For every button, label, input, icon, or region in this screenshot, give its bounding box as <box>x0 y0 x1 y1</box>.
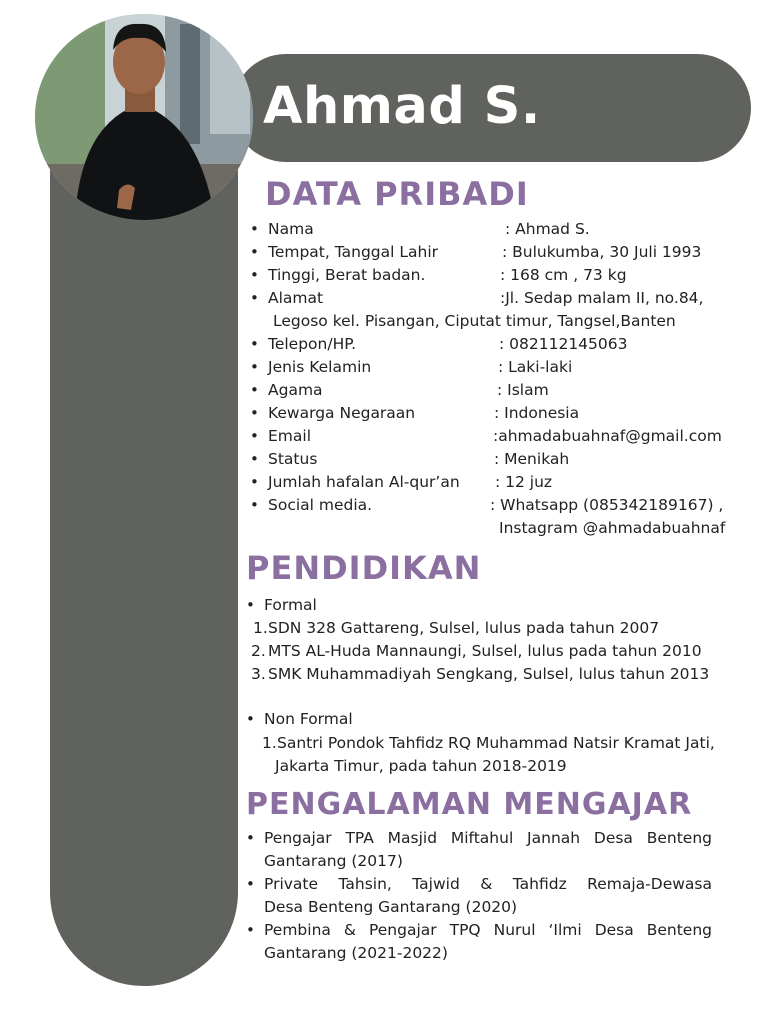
section-title-pengalaman-mengajar: PENGALAMAN MENGAJAR <box>246 787 693 822</box>
personal-label: Tinggi, Berat badan. <box>268 266 426 284</box>
experience-item <box>264 919 712 965</box>
bullet: • <box>246 829 255 847</box>
list-number: 1. <box>253 619 268 637</box>
bullet: • <box>246 875 255 893</box>
personal-label: Kewarga Negaraan <box>268 404 416 422</box>
personal-label: Nama <box>268 220 314 238</box>
section-title-pendidikan: PENDIDIKAN <box>246 549 482 587</box>
experience-line: Desa Benteng Gantarang (2020) <box>264 898 518 916</box>
education-nonformal-item-continued: Jakarta Timur, pada tahun 2018-2019 <box>275 757 567 775</box>
list-number: 2. <box>251 642 266 660</box>
personal-value: : 12 juz <box>495 473 553 491</box>
education-formal-item: SMK Muhammadiyah Sengkang, Sulsel, lulus tahun 2013 <box>268 665 710 683</box>
experience-line: Pengajar TPA Masjid Miftahul Jannah Desa Benteng <box>264 829 712 847</box>
bullet: • <box>250 473 259 491</box>
bullet: • <box>250 427 259 445</box>
bullet: • <box>250 404 259 422</box>
bullet: • <box>250 335 259 353</box>
experience-line: Private Tahsin, Tajwid & Tahfidz Remaja-Dewasa <box>264 875 712 893</box>
sidebar-panel <box>50 120 238 986</box>
education-formal-item: SDN 328 Gattareng, Sulsel, lulus pada tahun 2007 <box>268 619 660 637</box>
profile-photo <box>35 14 253 220</box>
personal-value: : Indonesia <box>494 404 580 422</box>
personal-value: : Bulukumba, 30 Juli 1993 <box>502 243 702 261</box>
personal-label: Telepon/HP. <box>268 335 357 353</box>
experience-item <box>264 873 712 919</box>
personal-label: Alamat <box>268 289 324 307</box>
bullet: • <box>250 381 259 399</box>
bullet: • <box>250 358 259 376</box>
experience-line: Gantarang (2021-2022) <box>264 944 448 962</box>
personal-label: Status <box>268 450 318 468</box>
experience-item <box>264 827 712 873</box>
section-title-data-pribadi: DATA PRIBADI <box>265 175 529 213</box>
personal-label: Social media. <box>268 496 373 514</box>
bullet: • <box>250 266 259 284</box>
education-formal-label: Formal <box>264 596 317 614</box>
personal-value: : Whatsapp (085342189167) , <box>490 496 724 514</box>
personal-label: Jumlah hafalan Al-qur’an <box>268 473 460 491</box>
bullet: • <box>250 289 259 307</box>
bullet: • <box>246 921 255 939</box>
person-name: Ahmad S. <box>263 77 541 136</box>
personal-value: : 168 cm , 73 kg <box>500 266 627 284</box>
personal-value: :Jl. Sedap malam II, no.84, <box>500 289 704 307</box>
list-number: 3. <box>251 665 266 683</box>
experience-line: Pembina & Pengajar TPQ Nurul ‘Ilmi Desa Benteng <box>264 921 712 939</box>
list-number: 1. <box>262 734 277 752</box>
bullet: • <box>250 450 259 468</box>
experience-line: Gantarang (2017) <box>264 852 403 870</box>
personal-label: Email <box>268 427 312 445</box>
education-nonformal-item: Santri Pondok Tahfidz RQ Muhammad Natsir Kramat Jati, <box>277 734 715 752</box>
bullet: • <box>250 243 259 261</box>
personal-value: : Laki-laki <box>498 358 573 376</box>
personal-value: : Menikah <box>494 450 570 468</box>
personal-label: Agama <box>268 381 323 399</box>
bullet: • <box>250 220 259 238</box>
education-formal-item: MTS AL-Huda Mannaungi, Sulsel, lulus pada tahun 2010 <box>268 642 702 660</box>
personal-label: Jenis Kelamin <box>268 358 372 376</box>
bullet: • <box>246 596 255 614</box>
personal-value: : Islam <box>497 381 549 399</box>
personal-value: : 082112145063 <box>499 335 628 353</box>
bullet: • <box>250 496 259 514</box>
bullet: • <box>246 710 255 728</box>
personal-value: : Ahmad S. <box>505 220 590 238</box>
personal-value-continued: Legoso kel. Pisangan, Ciputat timur, Tangsel,Banten <box>273 312 676 330</box>
personal-value: :ahmadabuahnaf@gmail.com <box>493 427 722 445</box>
education-nonformal-label: Non Formal <box>264 710 353 728</box>
personal-value-continued: Instagram @ahmadabuahnaf <box>499 519 726 537</box>
personal-label: Tempat, Tanggal Lahir <box>268 243 439 261</box>
